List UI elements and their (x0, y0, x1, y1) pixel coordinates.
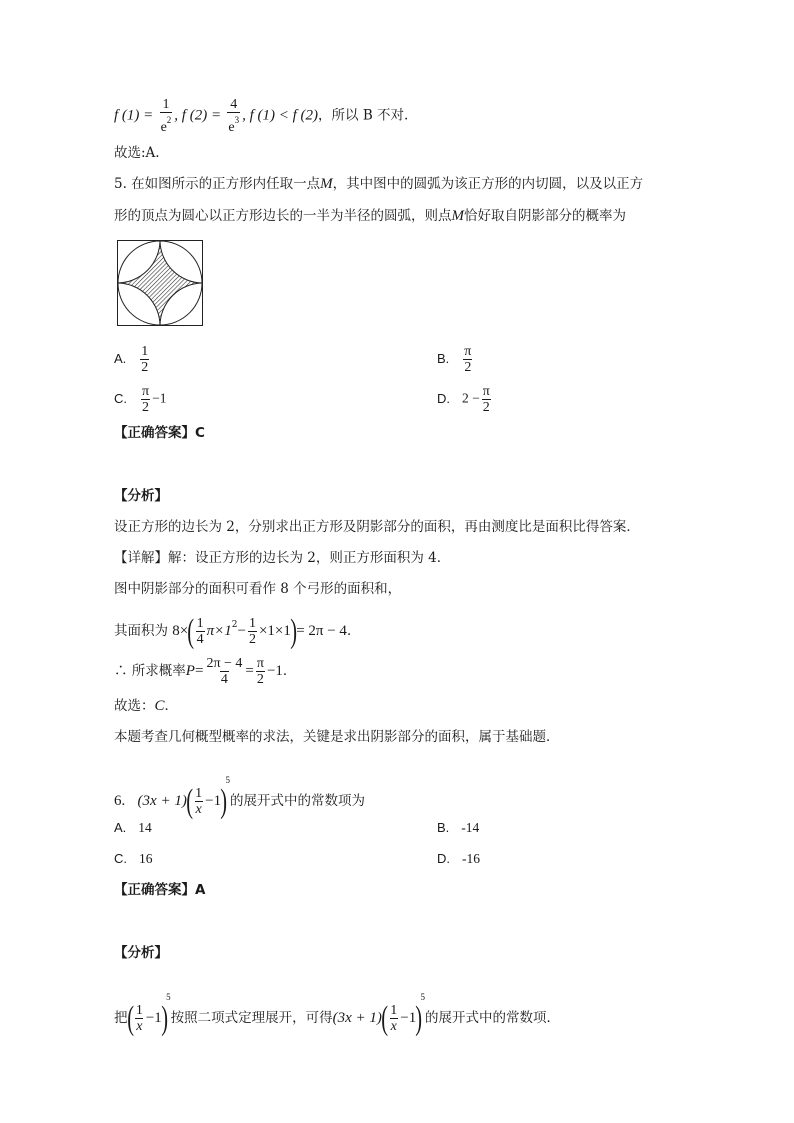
q5-analysis: 设正方形的边长为 2，分别求出正方形及阴影部分的面积，再由测度比是面积比得答案． (114, 519, 640, 535)
q6-option-c: C. 16 (114, 851, 153, 866)
q5-detail: 【详解】解：设正方形的边长为 2，则正方形面积为 4． (114, 550, 451, 566)
q5-area-formula: 其面积为 8×( $\frac{1}{4}$ $\pi\times 1^2-$ $\frac{1}{2}$ ×1×1)= 2π − 4． (114, 612, 361, 650)
q5-option-c: C. $\frac{\pi}{2}$ −1 (114, 384, 167, 415)
f2-lhs: , f (2) = (174, 107, 222, 124)
q5-stem-line2: 形的顶点为圆心以正方形边长的一半为半径的圆弧，则点M恰好取自阴影部分的概率为 (114, 208, 626, 224)
q6-stem: 6. (3x + 1)( $\frac{1}{x}$ −1)$^5$的展开式中的常数项为 (114, 775, 365, 820)
q6-analysis: 把( $\frac{1}{x}$ −1)$^5$按照二项式定理展开，可得(3x + 1)( $\frac{1}{x}$ −1)$^5$的展开式中的常数项． (114, 992, 561, 1037)
q6-option-a: A. 14 (114, 820, 152, 835)
prev-f-values (114, 97, 408, 135)
f1-lhs: f (1) = (114, 107, 154, 124)
q5-square-figure (117, 240, 203, 326)
q5-summary: 本题考查几何概型概率的求法，关键是求出阴影部分的面积，属于基础题． (114, 729, 560, 745)
f-compare: , f (1) < f (2) (242, 107, 319, 124)
q5-stem-line1: 5. 在如图所示的正方形内任取一点M，其中图中的圆弧为该正方形的内切圆，以及以正方 (114, 176, 644, 192)
q5-detail2: 图中阴影部分的面积可看作 8 个弓形的面积和， (114, 581, 402, 597)
q6-option-b: B. -14 (437, 820, 480, 835)
q5-option-b: B. $\frac{\pi}{2}$ (437, 344, 472, 375)
f2-fraction: $\frac{4}{e^3}$ (228, 97, 240, 135)
q6-option-d: D. -16 (437, 851, 480, 866)
q5-probability: ∴ 所求概率P= $\frac{2\pi - 4}{4}$ = $\frac{\pi}{2}$ −1． (114, 656, 297, 687)
q5-analysis-title: 【分析】 (114, 488, 168, 504)
q5-option-d: D. 2 − $\frac{\pi}{2}$ (437, 384, 490, 415)
q6-answer: 【正确答案】A (114, 882, 206, 898)
prev-conclusion: ，所以 B 不对. (318, 107, 409, 124)
prev-choice: 故选:A. (114, 145, 160, 161)
f1-fraction: $\frac{1}{e^2}$ (160, 97, 172, 135)
q5-choice: 故选：C． (114, 698, 179, 714)
q6-analysis-title: 【分析】 (114, 945, 168, 961)
q5-option-a: A. $\frac{1}{2}$ (114, 344, 149, 375)
q5-answer: 【正确答案】C (114, 425, 205, 441)
